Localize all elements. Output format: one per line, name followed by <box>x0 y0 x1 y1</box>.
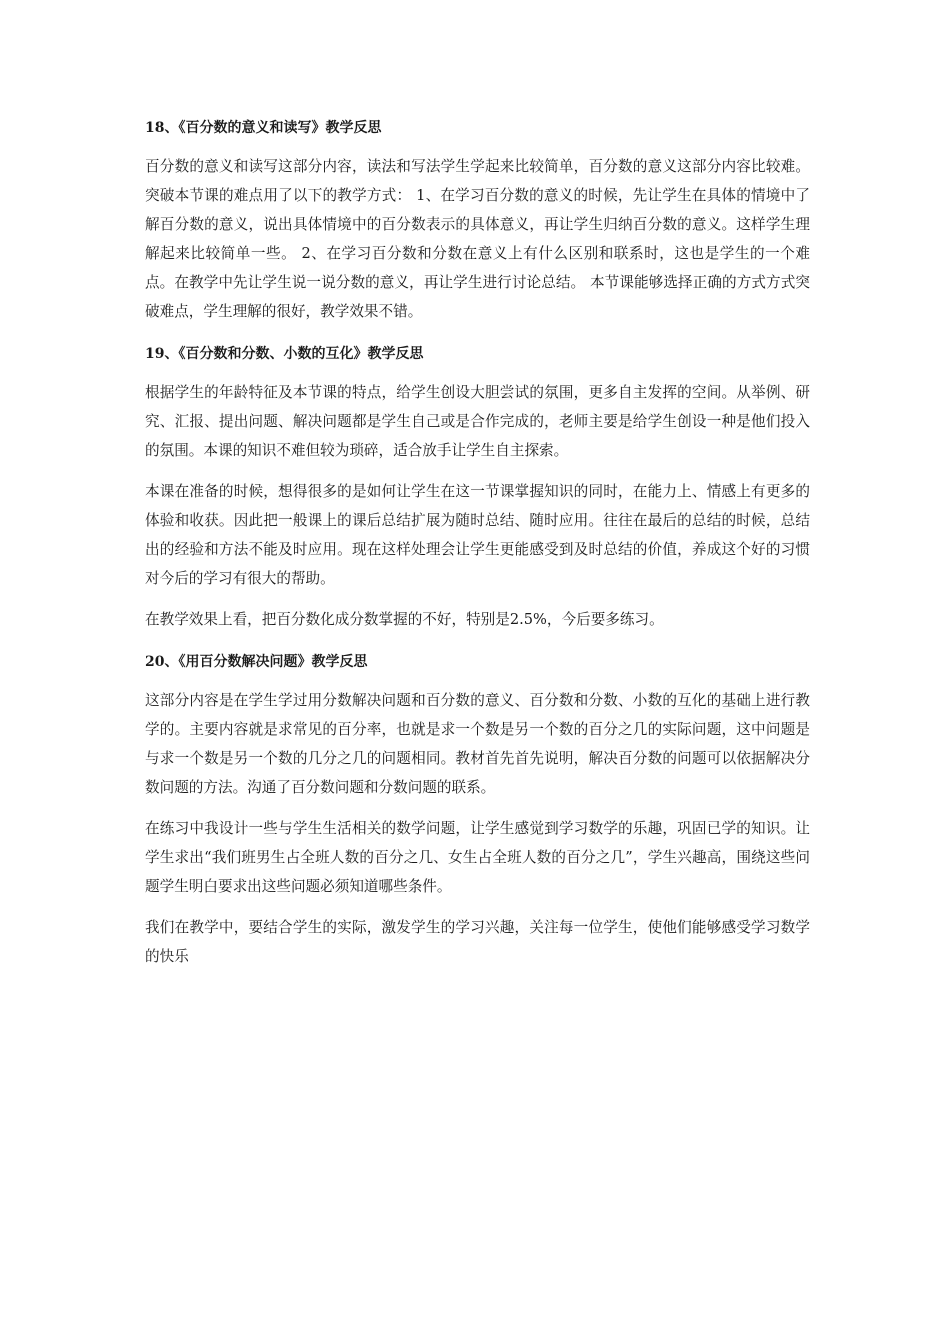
section-20-paragraph-1: 这部分内容是在学生学过用分数解决问题和百分数的意义、百分数和分数、小数的互化的基础上进行教学的。主要内容就是求常见的百分率，也就是求一个数是另一个数的百分之几的实际问题，这中问题是与求一个数是另一个数的几分之几的问题相同。教材首先首先说明，解决百分数的问题可以依据解决分数问题的方法。沟通了百分数问题和分数问题的联系。 <box>145 692 810 796</box>
section-20-paragraph-2: 在练习中我设计一些与学生生活相关的数学问题，让学生感觉到学习数学的乐趣，巩固已学的知识。让学生求出“我们班男生占全班人数的百分之几、女生占全班人数的百分之几”，学生兴趣高，围绕这些问题学生明白要求出这些问题必须知道哪些条件。 <box>145 820 810 895</box>
section-19-paragraph-3: 在教学效果上看，把百分数化成分数掌握的不好，特别是2.5%，今后要多练习。 <box>145 611 664 628</box>
section-19-paragraph-2: 本课在准备的时候，想得很多的是如何让学生在这一节课掌握知识的同时，在能力上、情感上有更多的体验和收获。因此把一般课上的课后总结扩展为随时总结、随时应用。往往在最后的总结的时候，总结出的经验和方法不能及时应用。现在这样处理会让学生更能感受到及时总结的价值，养成这个好的习惯对今后的学习有很大的帮助。 <box>145 483 810 587</box>
document-page <box>145 100 810 983</box>
section-18-paragraph-1: 百分数的意义和读写这部分内容，读法和写法学生学起来比较简单，百分数的意义这部分内容比较难。 突破本节课的难点用了以下的教学方式： 1、在学习百分数的意义的时候，先让学生在具体的情境中了解百分数的意义，说出具体情境中的百分数表示的具体意义，再让学生归纳百分数的意义。这样学生理解起来比较简单一些。 2、在学习百分数和分数在意义上有什么区别和联系时，这也是学生的一个难点。在教学中先让学生说一说分数的意义，再让学生进行讨论总结。 本节课能够选择正确的方式方式突破难点，学生理解的很好，教学效果不错。 <box>145 158 810 320</box>
section-title-18: 18、《百分数的意义和读写》教学反思 <box>145 120 382 136</box>
section-19-paragraph-1: 根据学生的年龄特征及本节课的特点，给学生创设大胆尝试的氛围，更多自主发挥的空间。从举例、研究、汇报、提出问题、解决问题都是学生自己或是合作完成的，老师主要是给学生创设一种是他们投入的氛围。本课的知识不难但较为琐碎，适合放手让学生自主探索。 <box>145 384 810 459</box>
section-title-19: 19、《百分数和分数、小数的互化》教学反思 <box>145 346 424 362</box>
section-title-20: 20、《用百分数解决问题》教学反思 <box>145 654 368 670</box>
section-20-paragraph-3: 我们在教学中，要结合学生的实际，激发学生的学习兴趣，关注每一位学生，使他们能够感受学习数学的快乐 <box>145 919 810 965</box>
